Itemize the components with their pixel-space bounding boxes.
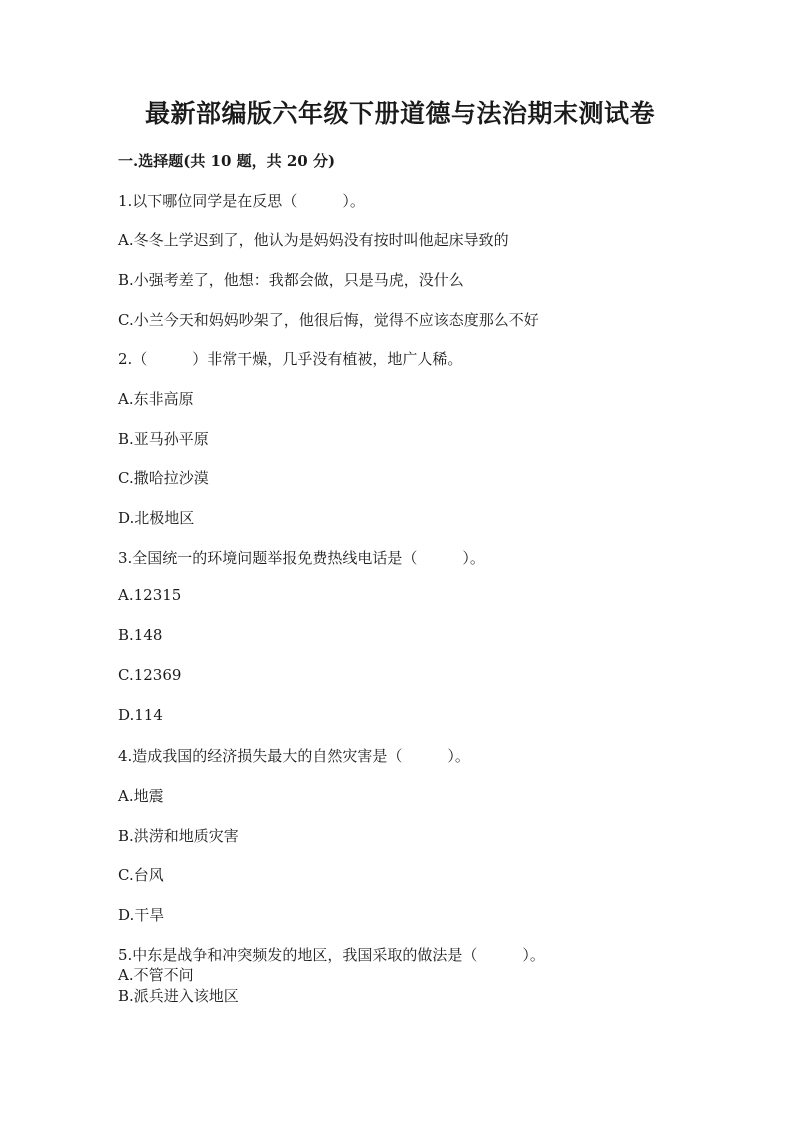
question-3-option-a: A.12315 [118,586,182,604]
question-5-stem: 5.中东是战争和冲突频发的地区，我国采取的做法是（ ）。 [118,946,545,964]
page-title: 最新部编版六年级下册道德与法治期末测试卷 [144,99,655,128]
question-2-option-d: D.北极地区 [118,509,195,527]
section-heading: 一.选择题(共 10 题，共 20 分) [118,152,336,170]
question-3-option-c: C.12369 [118,666,182,684]
question-4-option-c: C.台风 [118,866,164,884]
question-4-stem: 4.造成我国的经济损失最大的自然灾害是（ ）。 [118,747,470,765]
question-4-option-a: A.地震 [118,787,164,805]
question-3-option-d: D.114 [118,706,163,724]
question-2-option-c: C.撒哈拉沙漠 [118,469,209,487]
question-4-option-b: B.洪涝和地质灾害 [118,827,239,845]
question-5-option-b: B.派兵进入该地区 [118,987,239,1005]
question-3-stem: 3.全国统一的环境问题举报免费热线电话是（ ）。 [118,549,485,567]
question-2-option-b: B.亚马孙平原 [118,430,209,448]
question-1-stem: 1.以下哪位同学是在反思（ ）。 [118,192,365,210]
question-3-option-b: B.148 [118,626,163,644]
question-1-option-c: C.小兰今天和妈妈吵架了，他很后悔，觉得不应该态度那么不好 [118,311,539,329]
question-1-option-b: B.小强考差了，他想：我都会做，只是马虎，没什么 [118,271,464,289]
question-2-option-a: A.东非高原 [118,390,194,408]
question-2-stem: 2.（ ）非常干燥，几乎没有植被，地广人稀。 [118,350,463,368]
question-4-option-d: D.干旱 [118,906,165,924]
question-1-option-a: A.冬冬上学迟到了，他认为是妈妈没有按时叫他起床导致的 [118,231,509,249]
question-5-option-a: A.不管不问 [118,966,194,984]
